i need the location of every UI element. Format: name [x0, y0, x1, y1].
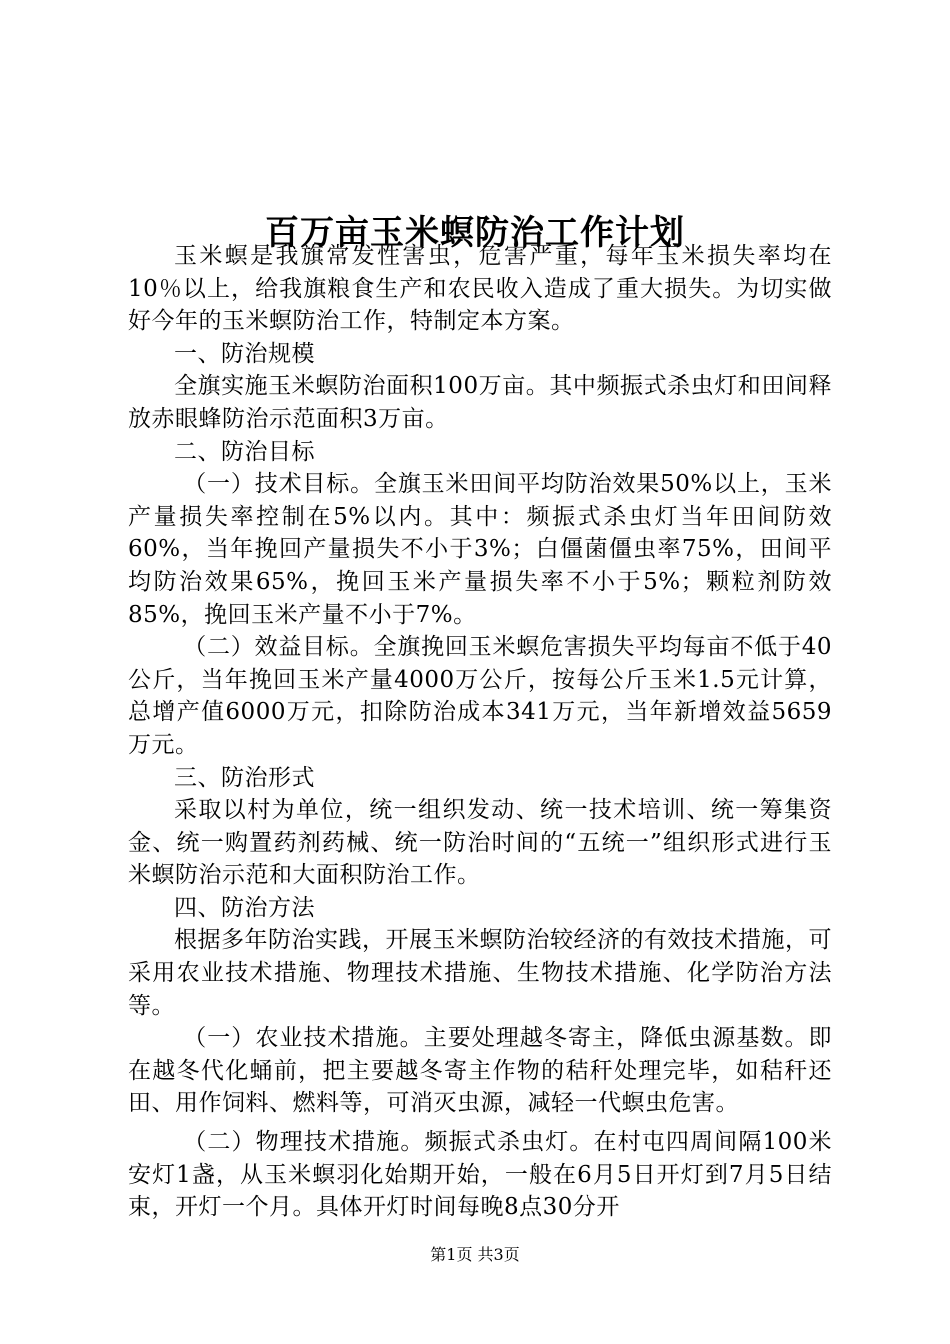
- section-heading-goals: 二、防治目标: [174, 438, 315, 465]
- paragraph-technical-goal: （一）技术目标。全旗玉米田间平均防治效果50%以上，玉米产量损失率控制在5%以内。其中：频振式杀虫灯当年田间防效60%，当年挽回产量损失不小于3%；白僵菌僵虫率75%，田间平均防治效果65%，挽回玉米产量损失率不小于5%；颗粒剂防效85%，挽回玉米产量不小于7%。: [128, 471, 832, 628]
- document-body: [128, 240, 832, 1224]
- paragraph-intro: 玉米螟是我旗常发性害虫，危害严重，每年玉米损失率均在10％以上，给我旗粮食生产和农民收入造成了重大损失。为切实做好今年的玉米螟防治工作，特制定本方案。: [128, 243, 832, 335]
- paragraph-methods: 根据多年防治实践，开展玉米螟防治较经济的有效技术措施，可采用农业技术措施、物理技术措施、生物技术措施、化学防治方法等。: [128, 927, 832, 1019]
- paragraph-form: 采取以村为单位，统一组织发动、统一技术培训、统一筹集资金、统一购置药剂药械、统一防治时间的“五统一”组织形式进行玉米螟防治示范和大面积防治工作。: [128, 797, 832, 889]
- section-heading-methods: 四、防治方法: [174, 894, 315, 921]
- section-heading-scale: 一、防治规模: [174, 340, 315, 367]
- paragraph-agricultural-measures: （一）农业技术措施。主要处理越冬寄主，降低虫源基数。即在越冬代化蛹前，把主要越冬寄主作物的秸秆处理完毕，如秸秆还田、用作饲料、燃料等，可消灭虫源，减轻一代螟虫危害。: [128, 1025, 832, 1117]
- paragraph-physical-measures: （二）物理技术措施。频振式杀虫灯。在村屯四周间隔100米安灯1盏，从玉米螟羽化始期开始，一般在6月5日开灯到7月5日结束，开灯一个月。具体开灯时间每晚8点30分开: [128, 1129, 832, 1221]
- page-number-footer: 第1页 共3页: [430, 1245, 520, 1264]
- paragraph-scale: 全旗实施玉米螟防治面积100万亩。其中频振式杀虫灯和田间释放赤眼蜂防治示范面积3万亩。: [128, 373, 832, 432]
- section-heading-form: 三、防治形式: [174, 764, 315, 791]
- page-title: 百万亩玉米螟防治工作计划: [265, 212, 685, 253]
- paragraph-benefit-goal: （二）效益目标。全旗挽回玉米螟危害损失平均每亩不低于40公斤，当年挽回玉米产量4000万公斤，按每公斤玉米1.5元计算，总增产值6000万元，扣除防治成本341万元，当年新增效益5659万元。: [128, 634, 832, 758]
